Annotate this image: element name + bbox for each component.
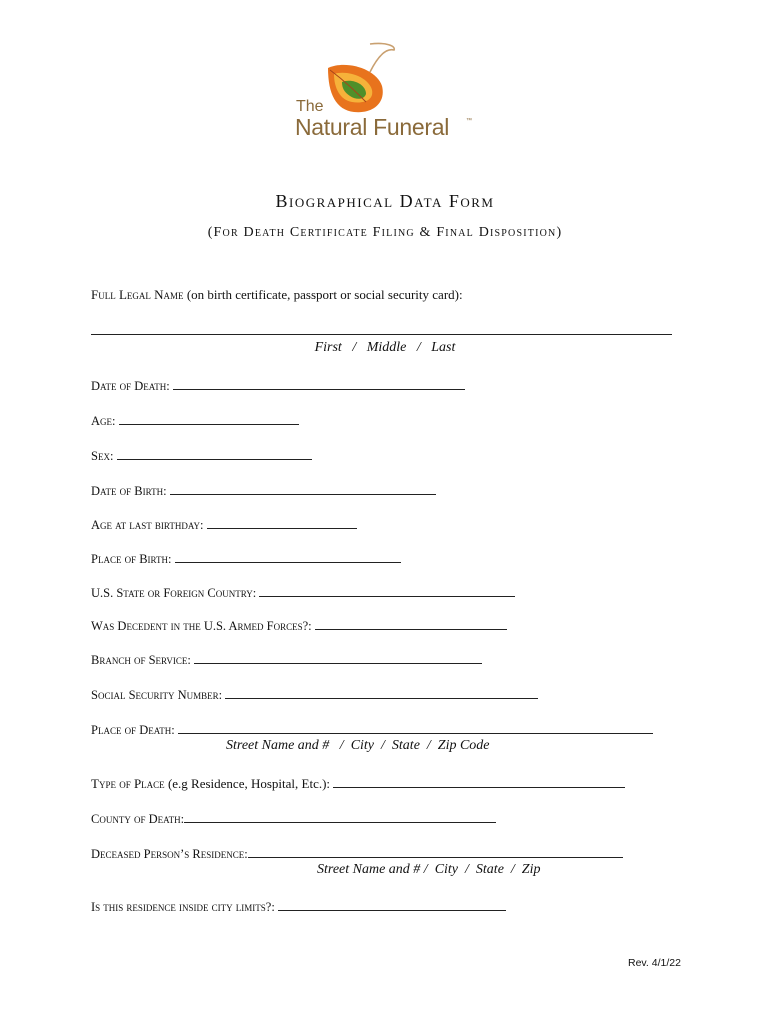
place-of-birth-row — [91, 550, 401, 567]
type-of-place-row — [91, 775, 625, 792]
branch-line[interactable] — [194, 651, 482, 664]
full-legal-name-note: (on birth certificate, passport or social security card): — [186, 287, 463, 302]
state-country-label: U.S. State or Foreign Country: — [91, 586, 257, 600]
ssn-label: Social Security Number: — [91, 688, 223, 702]
name-hint: First / Middle / Last — [314, 340, 456, 355]
branch-row — [91, 651, 482, 668]
full-legal-name-label: Full Legal Name (on birth certificate, passport or social security card): — [91, 287, 463, 302]
place-of-birth-label: Place of Birth: — [91, 552, 172, 566]
ssn-line[interactable] — [225, 686, 538, 699]
armed-forces-row — [91, 617, 507, 634]
age-label: Age: — [91, 414, 116, 428]
armed-forces-label: Was Decedent in the U.S. Armed Forces?: — [91, 619, 312, 633]
type-of-place-line[interactable] — [333, 775, 625, 788]
sex-line[interactable] — [117, 447, 312, 460]
type-of-place-label: Type of Place — [91, 776, 165, 791]
county-of-death-line[interactable] — [184, 810, 496, 823]
logo-text-the: The — [296, 98, 324, 115]
city-limits-row — [91, 898, 506, 915]
residence-line[interactable] — [248, 845, 623, 858]
age-last-birthday-line[interactable] — [207, 516, 357, 529]
state-country-row — [91, 584, 515, 601]
branch-label: Branch of Service: — [91, 653, 191, 667]
ssn-row — [91, 686, 538, 703]
sex-label: Sex: — [91, 449, 114, 463]
date-of-death-row — [91, 377, 465, 394]
county-of-death-label: County of Death: — [91, 812, 185, 826]
type-of-place-note: (e.g Residence, Hospital, Etc.): — [167, 776, 331, 791]
date-of-birth-label: Date of Birth: — [91, 484, 167, 498]
residence-row — [91, 845, 623, 862]
city-limits-label: Is this residence inside city limits?: — [91, 900, 275, 914]
sex-row — [91, 447, 312, 464]
residence-label: Deceased Person’s Residence: — [91, 847, 248, 861]
date-of-death-line[interactable] — [173, 377, 465, 390]
place-of-birth-line[interactable] — [175, 550, 401, 563]
form-title: Biographical Data Form — [275, 191, 495, 211]
age-row — [91, 412, 299, 429]
age-last-birthday-label: Age at last birthday: — [91, 518, 204, 532]
county-of-death-row — [91, 810, 496, 827]
place-of-death-row — [91, 721, 653, 738]
residence-hint: Street Name and # / City / State / Zip — [317, 862, 541, 877]
logo-trademark: ™ — [466, 118, 472, 124]
leaf-icon — [328, 43, 394, 112]
logo-text-name: Natural Funeral — [295, 114, 450, 140]
city-limits-line[interactable] — [278, 898, 506, 911]
place-of-death-line[interactable] — [178, 721, 653, 734]
form-subtitle: (For Death Certificate Filing & Final Disposition) — [207, 225, 563, 240]
date-of-birth-line[interactable] — [170, 482, 436, 495]
full-legal-name-line[interactable] — [91, 334, 672, 335]
place-of-death-hint: Street Name and # / City / State / Zip Code — [226, 738, 490, 753]
age-last-birthday-row — [91, 516, 357, 533]
age-line[interactable] — [119, 412, 299, 425]
armed-forces-line[interactable] — [315, 617, 507, 630]
state-country-line[interactable] — [259, 584, 515, 597]
date-of-birth-row — [91, 482, 436, 499]
date-of-death-label: Date of Death: — [91, 379, 170, 393]
place-of-death-label: Place of Death: — [91, 723, 175, 737]
revision-date: Rev. 4/1/22 — [628, 957, 681, 969]
